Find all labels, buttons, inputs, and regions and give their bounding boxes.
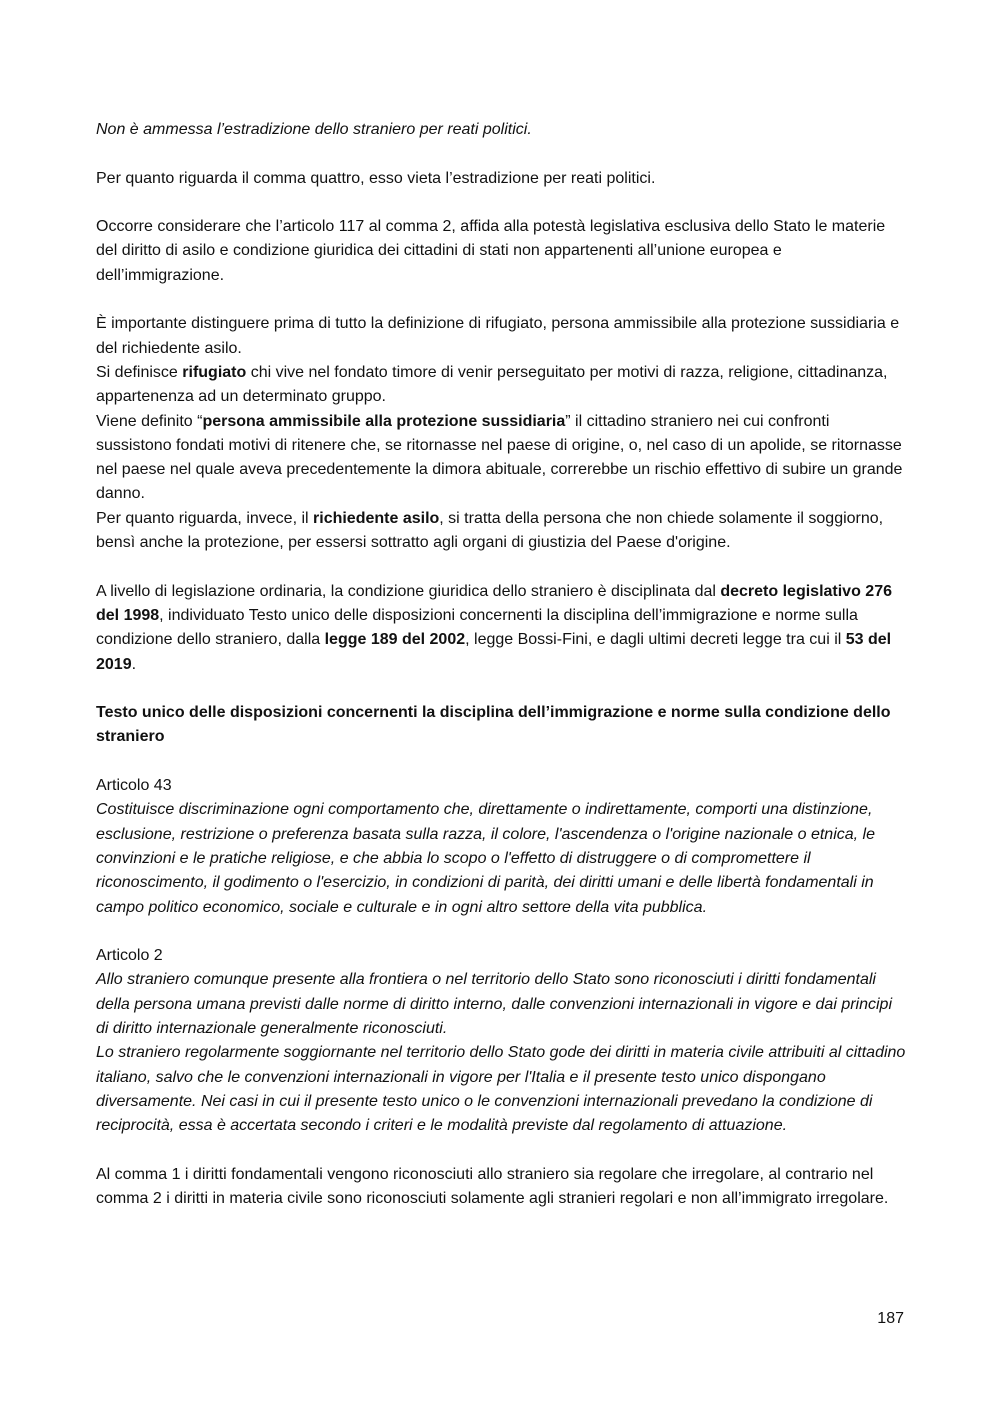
page-number: 187 bbox=[877, 1310, 904, 1327]
decreto-legislativo-ref: decreto legislativo 276 del 1998 bbox=[96, 582, 892, 624]
comma-quattro-paragraph: Per quanto riguarda il comma quattro, esso vieta l’estradizione per reati politici. bbox=[96, 169, 656, 187]
legislation-paragraph: A livello di legislazione ordinaria, la condizione giuridica dello straniero è disciplinata dal decreto legislativo 276 del 1998, individuato Testo unico delle disposizioni concernenti la disciplina dell’immigrazione e norme sulla condizione dello straniero, dalla legge 189 del 2002, legge Bossi-Fini, e dagli ultimi decreti legge tra cui il 53 del 2019. bbox=[96, 582, 892, 673]
definitions-block bbox=[96, 312, 908, 555]
term-richiedente-asilo: richiedente asilo bbox=[313, 509, 440, 527]
article-43-text: Costituisce discriminazione ogni comportamento che, direttamente o indirettamente, comporti una distinzione, esclusione, restrizione o preferenza basata sulla razza, il colore, l'ascendenza o l'origine nazionale o etnica, le convinzioni e le pratiche religiose, e che abbia lo scopo o l'effetto di distruggere o di compromettere il riconoscimento, il godimento o l'esercizio, in condizioni di parità, dei diritti umani e delle libertà fondamentali in campo politico economico, sociale e culturale e in ogni altro settore della vita pubblica. bbox=[96, 801, 875, 916]
definition-richiedente-asilo: Per quanto riguarda, invece, il richiedente asilo, si tratta della persona che non chiede solamente il soggiorno, bensì anche la protezione, per essersi sottratto agli organi di giustizia del Paese d'origine. bbox=[96, 509, 884, 552]
decreto-53-ref: 53 del 2019 bbox=[96, 631, 892, 673]
article-2-text-comma-2: Lo straniero regolarmente soggiornante nel territorio dello Stato gode dei diritti in materia civile attribuiti al cittadino italiano, salvo che le convenzioni internazionali in vigore per l'Italia e il presente testo unico dispongano diversamente. Nei casi in cui il presente testo unico o le convenzioni internazionali prevedano la condizione di reciprocità, essa è accertata secondo i criteri e le modalità previste dal regolamento di attuazione. bbox=[96, 1044, 906, 1135]
article-43-label: Articolo 43 bbox=[96, 777, 172, 795]
definition-rifugiato: Si definisce rifugiato chi vive nel fondato timore di venir perseguitato per motivi di razza, religione, cittadinanza, appartenenza ad un determinato gruppo. bbox=[96, 363, 888, 406]
article-117-paragraph: Occorre considerare che l’articolo 117 al comma 2, affida alla potestà legislativa esclusiva dello Stato le materie del diritto di asilo e condizione giuridica dei cittadini di stati non appartenenti all’unione europea e dell’immigrazione. bbox=[96, 218, 886, 284]
term-sussidiaria: persona ammissibile alla protezione sussidiaria bbox=[202, 412, 566, 430]
intro-quote: Non è ammessa l’estradizione dello straniero per reati politici. bbox=[96, 121, 532, 138]
term-rifugiato: rifugiato bbox=[182, 363, 247, 381]
definitions-intro: È importante distinguere prima di tutto la definizione di rifugiato, persona ammissibile alla protezione sussidiaria e del richiedente asilo. bbox=[96, 315, 900, 357]
article-2-label: Articolo 2 bbox=[96, 947, 163, 965]
legge-189-ref: legge 189 del 2002 bbox=[324, 631, 466, 649]
article-2-text-comma-1: Allo straniero comunque presente alla frontiera o nel territorio dello Stato sono riconosciuti i diritti fondamentali della persona umana previsti dalle norme di diritto interno, dalle convenzioni internazionali in vigore e dai principi di diritto internazionale generalmente riconosciuti. bbox=[96, 971, 893, 1037]
page-body bbox=[96, 118, 908, 1211]
section-heading: Testo unico delle disposizioni concernenti la disciplina dell’immigrazione e norme sulla condizione dello straniero bbox=[96, 704, 891, 746]
definition-sussidiaria: Viene definito “persona ammissibile alla protezione sussidiaria” il cittadino straniero nei cui confronti sussistono fondati motivi di ritenere che, se ritornasse nel paese di origine, o, nel caso di un apolide, se ritornasse nel paese nel quale aveva precedentemente la dimora abituale, correrebbe un rischio effettivo di subire un grande danno. bbox=[96, 412, 903, 503]
conclusion-paragraph: Al comma 1 i diritti fondamentali vengono riconosciuti allo straniero sia regolare che irregolare, al contrario nel comma 2 i diritti in materia civile sono riconosciuti solamente agli stranieri regolari e non all’immigrato irregolare. bbox=[96, 1165, 889, 1208]
